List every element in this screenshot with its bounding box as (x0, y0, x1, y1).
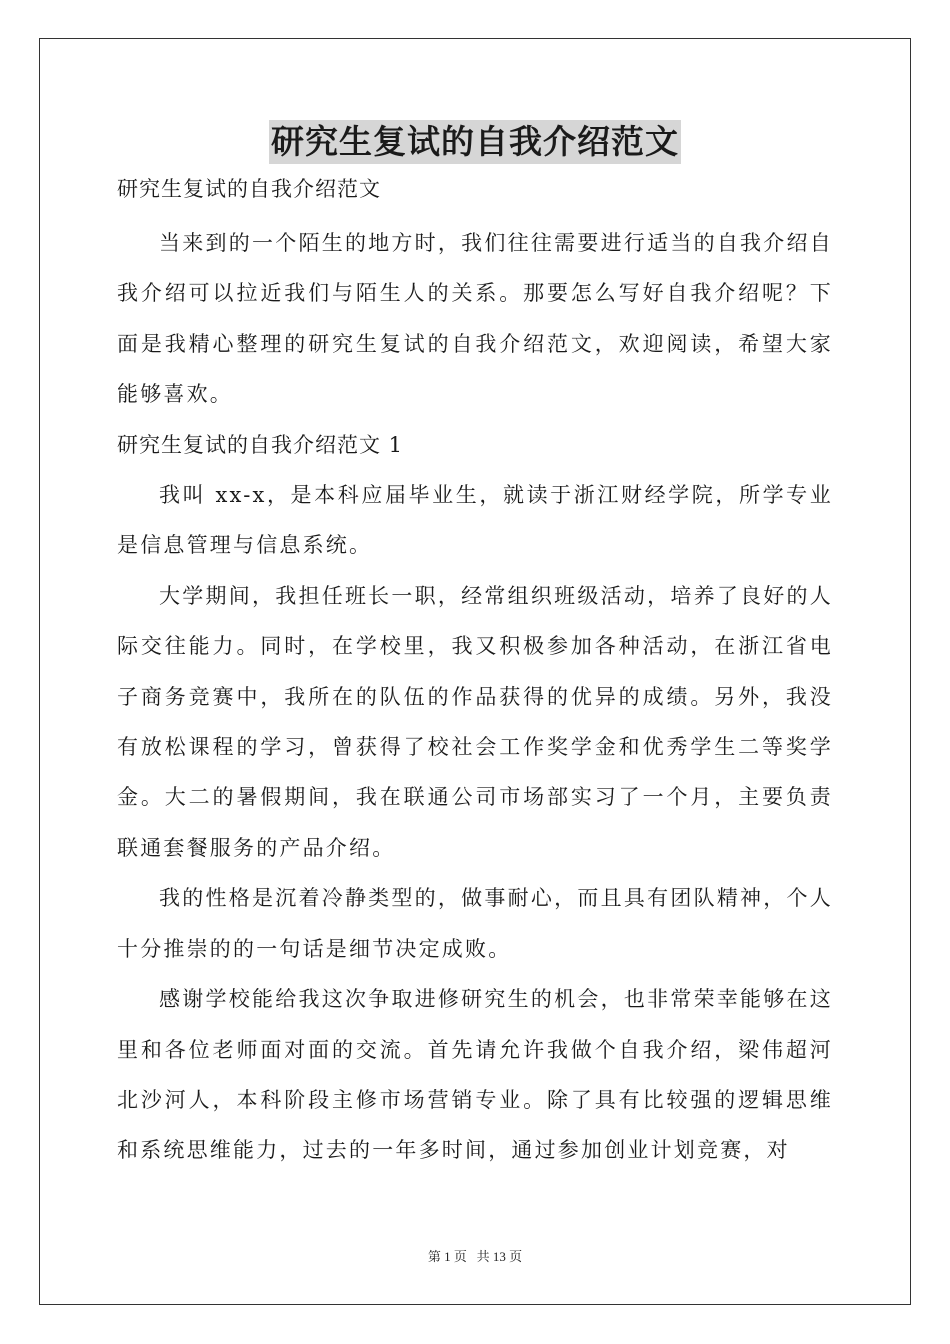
section-heading: 研究生复试的自我介绍范文 1 (117, 432, 404, 457)
page-footer (0, 1246, 950, 1265)
title-container (117, 120, 833, 164)
body-paragraph: 我叫 xx-x，是本科应届毕业生，就读于浙江财经学院，所学专业是信息管理与信息系统。 (117, 483, 833, 558)
document-body (117, 120, 833, 1176)
document-title: 研究生复试的自我介绍范文 (269, 120, 681, 164)
body-paragraph: 我的性格是沉着冷静类型的，做事耐心，而且具有团队精神，个人十分推崇的的一句话是细节决定成败。 (117, 886, 833, 961)
intro-paragraph: 当来到的一个陌生的地方时，我们往往需要进行适当的自我介绍自我介绍可以拉近我们与陌生人的关系。那要怎么写好自我介绍呢？下面是我精心整理的研究生复试的自我介绍范文，欢迎阅读，希望大家能够喜欢。 (117, 231, 833, 407)
document-subtitle: 研究生复试的自我介绍范文 (117, 177, 381, 201)
page-total: 共 13 页 (476, 1249, 523, 1264)
body-paragraph: 大学期间，我担任班长一职，经常组织班级活动，培养了良好的人际交往能力。同时，在学校里，我又积极参加各种活动，在浙江省电子商务竞赛中，我所在的队伍的作品获得的优异的成绩。另外，我没有放松课程的学习，曾获得了校社会工作奖学金和优秀学生二等奖学金。大二的暑假期间，我在联通公司市场部实习了一个月，主要负责联通套餐服务的产品介绍。 (117, 583, 833, 860)
body-paragraph: 感谢学校能给我这次争取进修研究生的机会，也非常荣幸能够在这里和各位老师面对面的交流。首先请允许我做个自我介绍，梁伟超河北沙河人，本科阶段主修市场营销专业。除了具有比较强的逻辑思维和系统思维能力，过去的一年多时间，通过参加创业计划竞赛，对 (117, 987, 833, 1163)
page-number: 第 1 页 (427, 1249, 467, 1264)
